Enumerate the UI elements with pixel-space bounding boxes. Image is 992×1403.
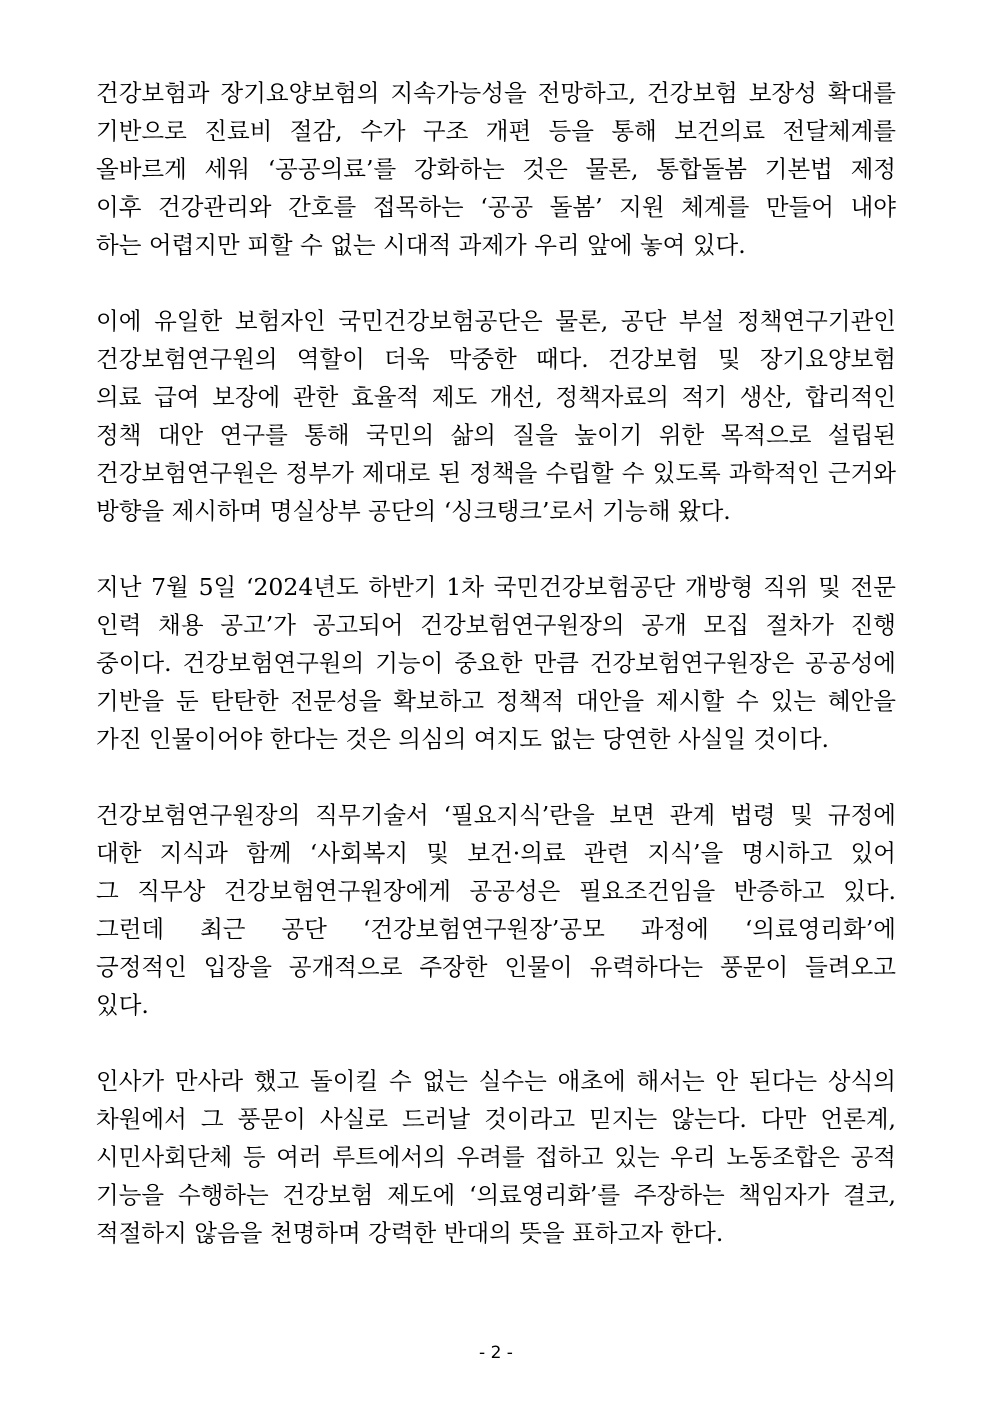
paragraph-5 <box>96 1062 896 1252</box>
text-line: 건강보험연구원은 정부가 제대로 된 정책을 수립할 수 있도록 과학적인 근거와 <box>96 459 896 487</box>
text-line: 이에 유일한 보험자인 국민건강보험공단은 물론, 공단 부설 정책연구기관인 <box>96 307 896 335</box>
text-line: 건강보험연구원의 역할이 더욱 막중한 때다. 건강보험 및 장기요양보험 <box>96 345 896 373</box>
text-line: 긍정적인 입장을 공개적으로 주장한 인물이 유력하다는 풍문이 들려오고 <box>96 953 896 981</box>
document-body <box>96 74 896 1290</box>
text-line: 하는 어렵지만 피할 수 없는 시대적 과제가 우리 앞에 놓여 있다. <box>96 231 746 259</box>
paragraph-4 <box>96 796 896 1024</box>
paragraph-3 <box>96 568 896 758</box>
text-line: 적절하지 않음을 천명하며 강력한 반대의 뜻을 표하고자 한다. <box>96 1219 724 1247</box>
text-line: 중이다. 건강보험연구원의 기능이 중요한 만큼 건강보험연구원장은 공공성에 <box>96 649 896 677</box>
text-line: 방향을 제시하며 명실상부 공단의 ‘싱크탱크’로서 기능해 왔다. <box>96 497 731 525</box>
paragraph-1 <box>96 74 896 264</box>
text-line: 올바르게 세워 ‘공공의료’를 강화하는 것은 물론, 통합돌봄 기본법 제정 <box>96 155 896 183</box>
text-line: 그 직무상 건강보험연구원장에게 공공성은 필요조건임을 반증하고 있다. <box>96 877 896 905</box>
text-line: 이후 건강관리와 간호를 접목하는 ‘공공 돌봄’ 지원 체계를 만들어 내야 <box>96 193 896 221</box>
text-line: 기반을 둔 탄탄한 전문성을 확보하고 정책적 대안을 제시할 수 있는 혜안을 <box>96 687 896 715</box>
text-line: 의료 급여 보장에 관한 효율적 제도 개선, 정책자료의 적기 생산, 합리적인 <box>96 383 896 411</box>
text-line: 인사가 만사라 했고 돌이킬 수 없는 실수는 애초에 해서는 안 된다는 상식의 <box>96 1067 896 1095</box>
text-line: 가진 인물이어야 한다는 것은 의심의 여지도 없는 당연한 사실일 것이다. <box>96 725 830 753</box>
paragraph-2 <box>96 302 896 530</box>
text-line: 건강보험연구원장의 직무기술서 ‘필요지식’란을 보면 관계 법령 및 규정에 <box>96 801 896 829</box>
text-line: 대한 지식과 함께 ‘사회복지 및 보건·의료 관련 지식’을 명시하고 있어 <box>96 839 896 867</box>
text-line: 그런데 최근 공단 ‘건강보험연구원장’공모 과정에 ‘의료영리화’에 <box>96 915 896 943</box>
text-line: 인력 채용 공고’가 공고되어 건강보험연구원장의 공개 모집 절차가 진행 <box>96 611 896 639</box>
text-line: 건강보험과 장기요양보험의 지속가능성을 전망하고, 건강보험 보장성 확대를 <box>96 79 896 107</box>
text-line: 있다. <box>96 991 149 1019</box>
text-line: 시민사회단체 등 여러 루트에서의 우려를 접하고 있는 우리 노동조합은 공적 <box>96 1143 896 1171</box>
page-number: - 2 - <box>479 1343 513 1363</box>
text-line: 정책 대안 연구를 통해 국민의 삶의 질을 높이기 위한 목적으로 설립된 <box>96 421 896 449</box>
text-line: 지난 7월 5일 ‘2024년도 하반기 1차 국민건강보험공단 개방형 직위 및 전문 <box>96 573 896 601</box>
text-line: 기능을 수행하는 건강보험 제도에 ‘의료영리화’를 주장하는 책임자가 결코, <box>96 1181 896 1209</box>
text-line: 기반으로 진료비 절감, 수가 구조 개편 등을 통해 보건의료 전달체계를 <box>96 117 896 145</box>
text-line: 차원에서 그 풍문이 사실로 드러날 것이라고 믿지는 않는다. 다만 언론계, <box>96 1105 896 1133</box>
